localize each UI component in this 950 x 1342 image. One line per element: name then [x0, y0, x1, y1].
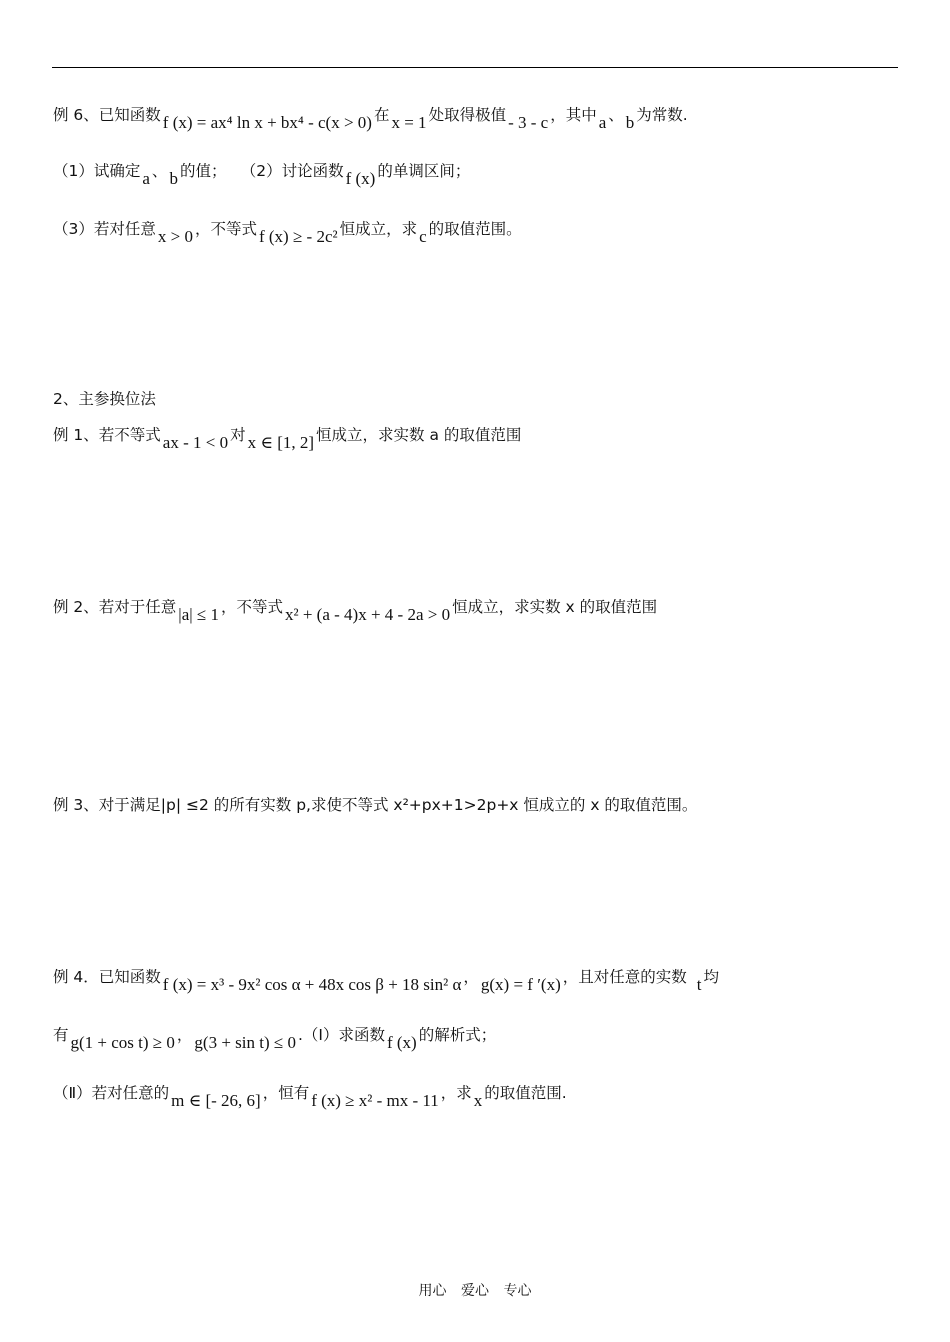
ex6-text-at: 在 [373, 106, 390, 124]
ex4-part1-end: 的解析式； [418, 1026, 497, 1044]
ex6-function: f (x) = ax⁴ ln x + bx⁴ - c(x > 0) [162, 113, 372, 132]
ex6-q3-ineq: f (x) ≥ - 2c² [258, 227, 338, 246]
ex2-inequality: x² + (a - 4)x + 4 - 2a > 0 [285, 605, 451, 624]
ex6-text-extreme: 处取得极值 [428, 106, 507, 124]
ex2-text-ineq: ，不等式 [220, 598, 283, 616]
ex2-condition: |a| ≤ 1 [178, 605, 219, 624]
ex4-inequality: f (x) ≥ x² - mx - 11 [311, 1091, 439, 1110]
ex1-intro: 例 1、若不等式 [53, 426, 161, 444]
ex6-point: x = 1 [391, 113, 427, 132]
ex6-q2: （2）讨论函数 [248, 162, 344, 180]
ex6-text-const: 为常数. [636, 106, 688, 124]
ex4-line3 [53, 1084, 567, 1110]
ex4-line1 [53, 968, 720, 994]
ex6-q2-f: f (x) [345, 169, 376, 188]
ex1-text-for: 对 [230, 426, 246, 444]
ex4-function-f: f (x) = x³ - 9x² cos α + 48x cos β + 18 sin² α [162, 975, 462, 994]
ex4-function-g: g(x) = f ′(x) [480, 975, 561, 994]
ex4-text-always: ，恒有 [262, 1084, 310, 1102]
ex4-part1: .（Ⅰ）求函数 [297, 1026, 385, 1044]
ex4-cond2: g(3 + sin t) ≤ 0 [194, 1033, 296, 1052]
ex6-q3-mid: ，不等式 [194, 220, 257, 238]
ex1-line [53, 426, 522, 452]
ex4-sep1: ， [463, 968, 479, 986]
ex2-end: 恒成立，求实数 x 的取值范围 [452, 598, 658, 616]
ex6-var-a: a [598, 113, 607, 132]
ex6-q3-c: c [419, 227, 427, 246]
ex6-text-where: ，其中 [550, 106, 597, 124]
ex4-var-x: x [473, 1091, 483, 1110]
ex6-line2 [53, 162, 471, 188]
ex6-intro: 例 6、已知函数 [53, 106, 161, 124]
ex6-line3 [53, 220, 522, 246]
ex4-part2: （Ⅱ）若对任意的 [53, 1084, 170, 1102]
ex6-q3-end: 的取值范围。 [428, 220, 522, 238]
ex4-text-find: ，求 [440, 1084, 472, 1102]
ex4-text-any: ，且对任意的实数 [562, 968, 687, 986]
ex1-inequality: ax - 1 < 0 [162, 433, 229, 452]
ex1-end: 恒成立，求实数 a 的取值范围 [316, 426, 522, 444]
ex6-extreme-value: - 3 - c [508, 113, 549, 132]
ex6-line1 [53, 106, 688, 132]
ex6-q1-b: b [169, 169, 178, 188]
ex6-q1: （1）试确定 [53, 162, 141, 180]
ex6-q3-x: x > 0 [157, 227, 193, 246]
ex4-part2-end: 的取值范围. [484, 1084, 567, 1102]
page-footer: 用心 爱心 专心 [418, 1283, 532, 1299]
ex6-q1-end: 的值； [179, 162, 227, 180]
ex2-intro: 例 2、若对于任意 [53, 598, 177, 616]
ex1-domain: x ∈ [1, 2] [247, 433, 315, 452]
ex6-var-b: b [625, 113, 635, 132]
ex6-sep: 、 [608, 106, 624, 124]
ex6-q1-sep: 、 [151, 162, 168, 180]
ex4-intro: 例 4．已知函数 [53, 968, 161, 986]
ex4-text-all: 均 [703, 968, 720, 986]
ex6-q3-mid2: 恒成立，求 [339, 220, 418, 238]
ex6-q1-a: a [142, 169, 150, 188]
ex4-fx: f (x) [386, 1033, 417, 1052]
ex4-m-range: m ∈ [- 26, 6] [171, 1091, 261, 1110]
ex4-text-have: 有 [53, 1026, 69, 1044]
ex4-sep2: ， [176, 1026, 193, 1044]
ex3-line: 例 3、对于满足|p| ≤2 的所有实数 p,求使不等式 x²+px+1>2p+x 恒成立的 x 的取值范围。 [53, 796, 698, 814]
ex6-q2-end: 的单调区间； [377, 162, 471, 180]
ex4-line2 [53, 1026, 497, 1052]
header-rule [52, 67, 898, 68]
section-title: 2、主参换位法 [53, 390, 156, 408]
ex6-q3: （3）若对任意 [53, 220, 156, 238]
ex4-var-t: t [696, 975, 702, 994]
ex2-line [53, 598, 658, 624]
ex4-cond1: g(1 + cos t) ≥ 0 [70, 1033, 175, 1052]
